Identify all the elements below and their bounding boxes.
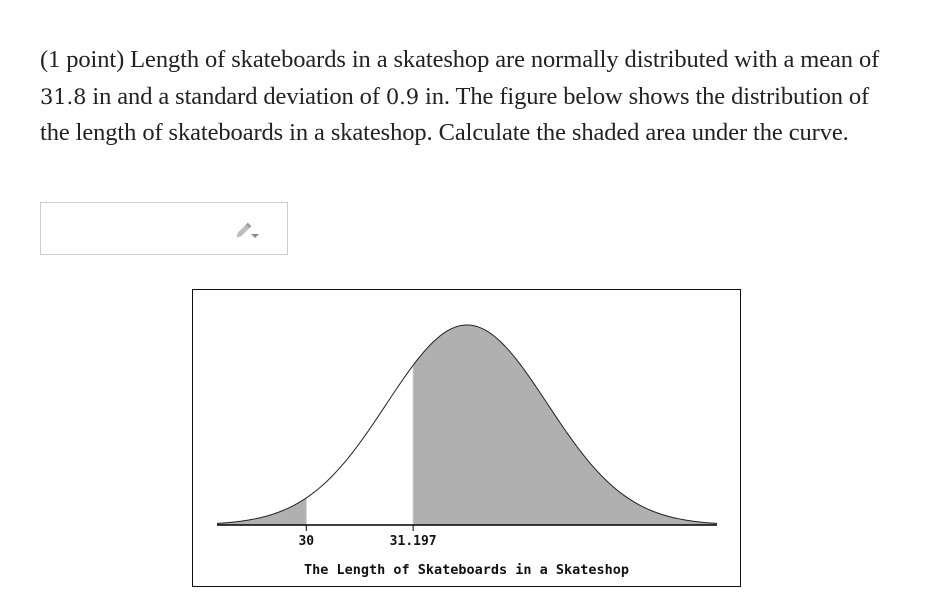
normal-distribution-chart xyxy=(192,289,741,587)
problem-text-2: in and a standard deviation of xyxy=(86,82,386,110)
sd-value: 0.9 xyxy=(385,84,420,109)
problem-statement xyxy=(40,42,900,152)
problem-text-1: Length of skateboards in a skateshop are normally distributed with a mean of xyxy=(124,46,880,73)
problem-text-3: in. The figure below shows the distribution of the length of skateboards in a skateshop. Calculate the shaded area under the curve. xyxy=(40,82,870,146)
answer-input[interactable] xyxy=(40,202,288,255)
shaded-region-1 xyxy=(217,498,306,525)
chart-canvas xyxy=(193,290,742,588)
mean-value: 31.8 xyxy=(40,84,87,109)
pencil-edit-icon[interactable] xyxy=(233,217,261,241)
points-label: (1 point) xyxy=(40,46,125,73)
tick-label-1: 30 xyxy=(298,534,315,549)
shaded-region-2 xyxy=(413,325,717,525)
tick-label-2: 31.197 xyxy=(389,534,437,549)
x-axis-label: The Length of Skateboards in a Skateshop xyxy=(303,562,630,578)
